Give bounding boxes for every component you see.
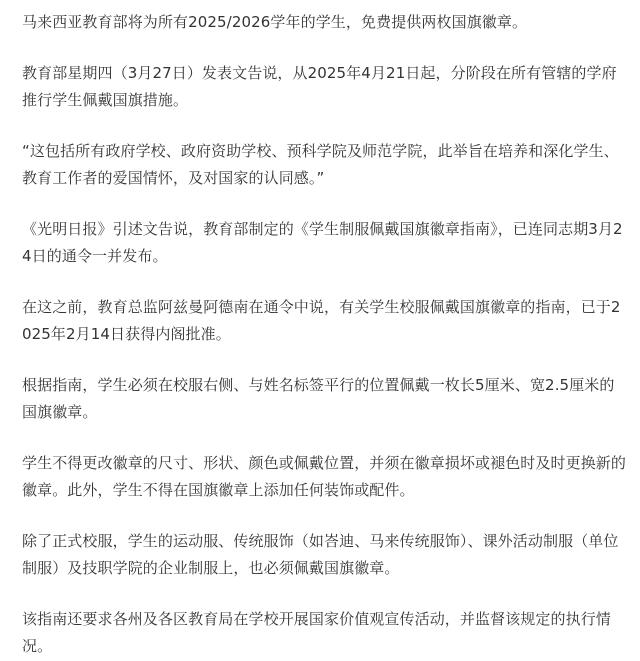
article-paragraph: 根据指南，学生必须在校服右侧、与姓名标签平行的位置佩戴一枚长5厘米、宽2.5厘米的国旗徽章。 <box>22 375 615 421</box>
article-paragraph: 在这之前，教育总监阿兹曼阿德南在通令中说，有关学生校服佩戴国旗徽章的指南，已于2025年2月14日获得内阁批准。 <box>22 297 621 343</box>
article-paragraph: 马来西亚教育部将为所有2025/2026学年的学生，免费提供两枚国旗徽章。 <box>22 13 528 31</box>
article-paragraph: 该指南还要求各州及各区教育局在学校开展国家价值观宣传活动，并监督该规定的执行情况。 <box>22 609 611 655</box>
article-paragraph: “这包括所有政府学校、政府资助学校、预科学院及师范学院，此举旨在培养和深化学生、教育工作者的爱国情怀，及对国家的认同感。” <box>22 141 619 187</box>
article-paragraph: 学生不得更改徽章的尺寸、形状、颜色或佩戴位置，并须在徽章损坏或褪色时及时更换新的徽章。此外，学生不得在国旗徽章上添加任何装饰或配件。 <box>22 453 627 499</box>
article-paragraph: 除了正式校服，学生的运动服、传统服饰（如峇迪、马来传统服饰）、课外活动制服（单位制服）及技职学院的企业制服上，也必须佩戴国旗徽章。 <box>22 531 619 577</box>
article-paragraph: 《光明日报》引述文告说，教育部制定的《学生制服佩戴国旗徽章指南》，已连同志期3月24日的通令一并发布。 <box>22 219 623 265</box>
article-paragraph: 教育部星期四（3月27日）发表文告说，从2025年4月21日起，分阶段在所有管辖的学府推行学生佩戴国旗措施。 <box>22 63 617 109</box>
